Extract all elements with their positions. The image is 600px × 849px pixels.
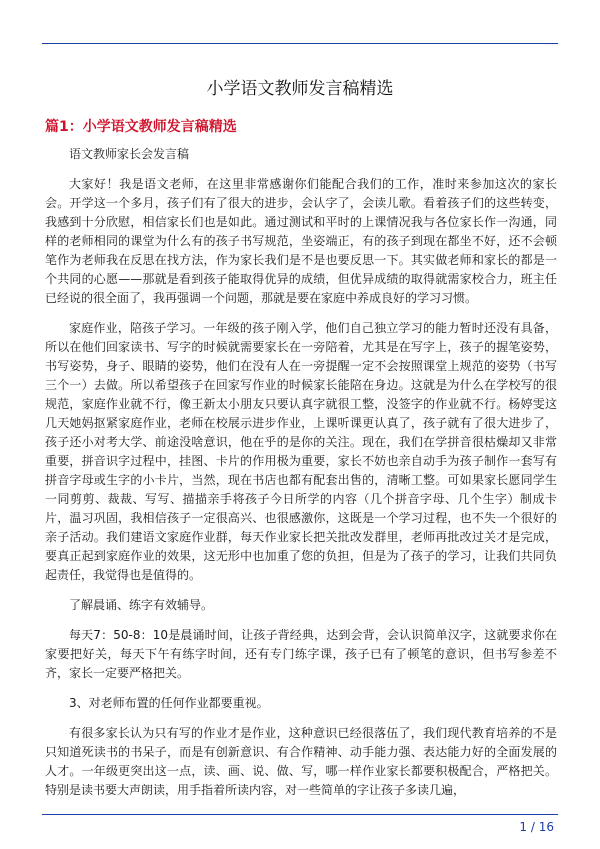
paragraph-point-2-heading: 了解晨诵、练字有效辅导。 xyxy=(69,598,214,612)
document-body xyxy=(45,145,557,807)
document-title: 小学语文教师发言稿精选 xyxy=(206,79,394,99)
page-indicator: 1 / 16 xyxy=(519,820,554,834)
header-rule xyxy=(42,43,558,44)
paragraph-homework: 家庭作业，陪孩子学习。一年级的孩子刚入学，他们自己独立学习的能力暂时还没有具备，所以在他们回家读书、写字的时候就需要家长在一旁陪着，尤其是在写字上，孩子的握笔姿势，书写姿势，身子、眼睛的姿势，他们在没有人在一旁提醒一定不会按照课堂上规范的姿势（书写三个一）去做。所以希望孩子在回家写作业的时候家长能陪在身边。这就是为什么在学校写的很规范，家庭作业就不行，像王新太小朋友只要认真字就很工整，没签字的作业就不行。杨婷雯这几天她妈抠紧家庭作业，老师在校展示进步作业，上课听课更认真了，孩子就有了很大进步了，孩子还小对考大学、前途没啥意识，他在乎的是你的关注。现在，我们在学拼音很枯燥却又非常重要，拼音识字过程中，挂图、卡片的作用极为重要，家长不妨也亲自动手为孩子制作一套写有拼音字母或生字的小卡片，当然，现在书店也都有配套出售的，清晰工整。可如果家长愿同学生一同剪剪、裁裁、写写、描描亲手将孩子今日所学的内容（几个拼音字母、几个生字）制成卡片，温习巩固，我相信孩子一定很高兴、也很感激你，这既是一个学习过程，也不失一个很好的亲子活动。我们建语文家庭作业群，每天作业家长把关批改发群里，老师再批改过关才是完成，要真正起到家庭作业的效果，这无形中也加重了您的负担，但是为了孩子的学习，让我们共同负起责任，我觉得也是值得的。 xyxy=(45,321,557,582)
paragraph-morning-reading: 每天7：50-8：10是晨诵时间，让孩子背经典，达到会背，会认识简单汉字，这就要求你在家要把好关，每天下午有练字时间，还有专门练字课，孩子已有了顿笔的意识，但书写参差不齐，家长一定要严格把关。 xyxy=(45,628,557,680)
paragraph-all-homework: 有很多家长认为只有写的作业才是作业，这种意识已经很落伍了，我们现代教育培养的不是只知道死读书的书呆子，而是有创新意识、有合作精神、动手能力强、表达能力好的全面发展的人才。一年级更突出这一点，读、画、说、做、写，哪一样作业家长都要积极配合，严格把关。特别是读书要大声朗读，用手指着所读内容，对一些简单的字让孩子多读几遍， xyxy=(45,726,557,797)
paragraph-greeting: 大家好！我是语文老师，在这里非常感谢你们能配合我们的工作，准时来参加这次的家长会。开学这一个多月，孩子们有了很大的进步，会认字了，会读儿歌。看着孩子们的这些转变，我感到十分欣慰，相信家长们也是如此。通过测试和平时的上课情况我与各位家长作一沟通，同样的老师相同的课堂为什么有的孩子书写规范，坐姿端正，有的孩子到现在都坐不好，还不会顿笔作为老师我在反思在找方法，作为家长我们是不是也要反思一下。其实做老师和家长的都是一个共同的心愿——那就是看到孩子能取得优异的成绩，但优异成绩的取得就需家校合力，班主任已经说的很全面了，我再强调一个问题，那就是要在家庭中养成良好的学习习惯。 xyxy=(45,177,557,305)
footer-rule xyxy=(42,814,558,815)
paragraph-subtitle: 语文教师家长会发言稿 xyxy=(69,147,190,161)
paragraph-point-3-heading: 3、对老师布置的任何作业都要重视。 xyxy=(69,696,269,710)
section-heading: 篇1：小学语文教师发言稿精选 xyxy=(45,119,237,135)
